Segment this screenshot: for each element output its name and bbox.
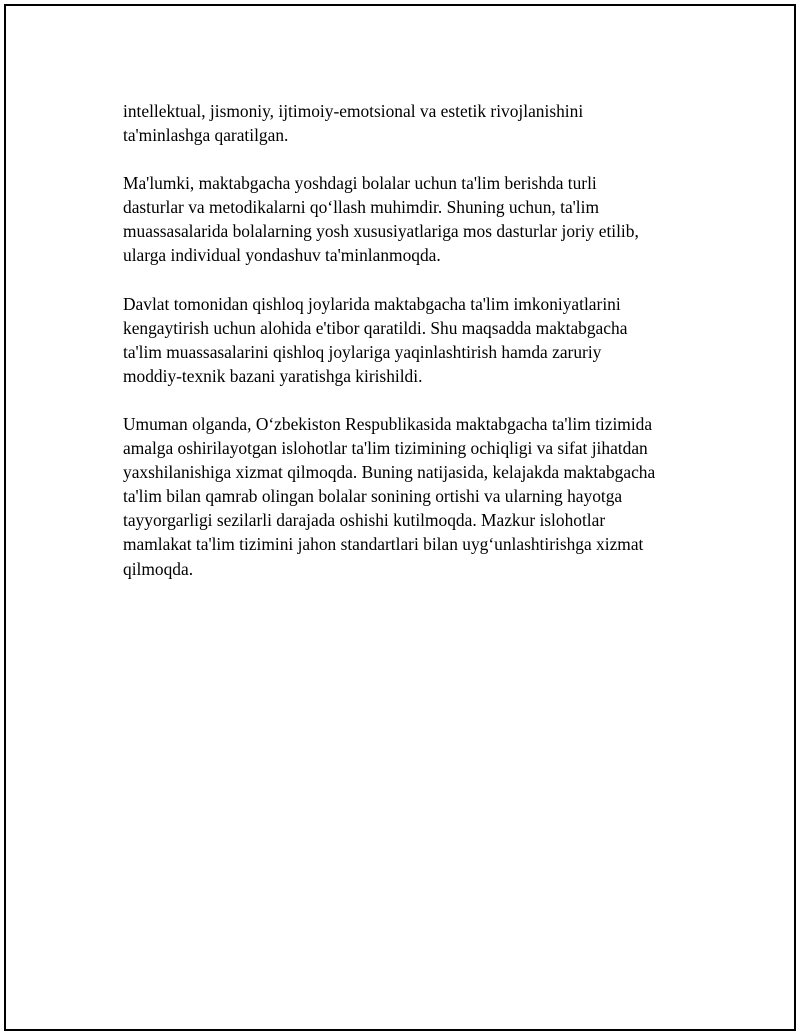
text-line: muassasalarida bolalarning yosh xususiyatlariga mos dasturlar joriy etilib, — [123, 221, 639, 242]
text-line: amalga oshirilayotgan islohotlar ta'lim tizimining ochiqligi va sifat jihatdan — [123, 438, 648, 459]
document-body — [123, 99, 683, 605]
text-line: Umuman olganda, O‘zbekiston Respublikasida maktabgacha ta'lim tizimida — [123, 413, 653, 434]
text-line: ta'minlashga qaratilgan. — [123, 125, 289, 146]
text-line: ta'lim bilan qamrab olingan bolalar sonining ortishi va ularning hayotga — [123, 486, 623, 507]
page-frame — [4, 4, 796, 1031]
text-line: Davlat tomonidan qishloq joylarida maktabgacha ta'lim imkoniyatlarini — [123, 293, 621, 314]
paragraph-1 — [123, 99, 683, 147]
text-line: tayyorgarligi sezilarli darajada oshishi kutilmoqda. Mazkur islohotlar — [123, 510, 606, 531]
paragraph-4 — [123, 412, 683, 581]
text-line: qilmoqda. — [123, 558, 194, 579]
text-line: moddiy-texnik bazani yaratishga kirishildi. — [123, 365, 423, 386]
text-line: dasturlar va metodikalarni qo‘llash muhimdir. Shuning uchun, ta'lim — [123, 197, 599, 218]
text-line: ularga individual yondashuv ta'minlanmoqda. — [123, 245, 441, 266]
text-line: intellektual, jismoniy, ijtimoiy-emotsional va estetik rivojlanishini — [123, 101, 584, 121]
text-line: yaxshilanishiga xizmat qilmoqda. Buning natijasida, kelajakda maktabgacha — [123, 462, 656, 483]
text-line: mamlakat ta'lim tizimini jahon standartlari bilan uyg‘unlashtirishga xizmat — [123, 534, 644, 555]
text-line: Ma'lumki, maktabgacha yoshdagi bolalar uchun ta'lim berishda turli — [123, 173, 597, 194]
text-line: kengaytirish uchun alohida e'tibor qaratildi. Shu maqsadda maktabgacha — [123, 317, 628, 338]
paragraph-3 — [123, 292, 683, 388]
paragraph-2 — [123, 171, 683, 267]
text-line: ta'lim muassasalarini qishloq joylariga yaqinlashtirish hamda zaruriy — [123, 341, 602, 362]
